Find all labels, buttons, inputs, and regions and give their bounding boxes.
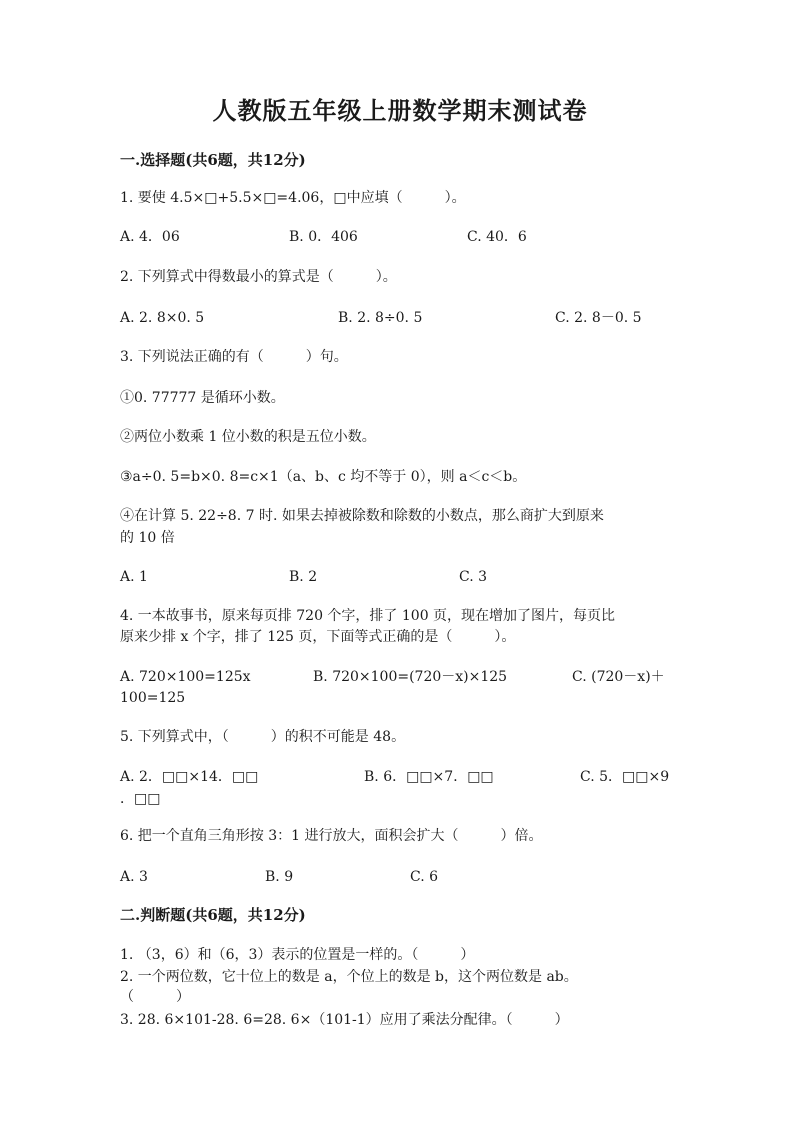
question-5-option-c-cont: ．□□ [120,791,161,807]
question-2-stem: 2. 下列算式中得数最小的算式是（ ）。 [120,269,397,285]
question-1-option-b[interactable]: B. 0．406 [289,229,358,245]
question-4-stem-line-2: 原来少排 x 个字，排了 125 页，下面等式正确的是（ ）。 [120,629,516,645]
section-heading-judge: 二.判断题(共6题，共12分) [120,906,306,924]
question-6-stem: 6. 把一个直角三角形按 3：1 进行放大，面积会扩大（ ）倍。 [120,828,543,844]
question-5-option-c[interactable]: C. 5．□□×9 [580,769,670,785]
question-1-option-a[interactable]: A. 4．06 [120,229,180,245]
question-4-option-a[interactable]: A. 720×100=125x [120,669,251,685]
question-4-option-c-cont: 100=125 [120,690,186,706]
question-5-option-b[interactable]: B. 6．□□×7．□□ [364,769,494,785]
question-6-option-a[interactable]: A. 3 [120,869,148,885]
judge-question-1: 1. （3，6）和（6，3）表示的位置是一样的。（ ） [120,947,475,963]
question-3-statement-4: ④在计算 5. 22÷8. 7 时. 如果去掉被除数和除数的小数点，那么商扩大到原来 [120,508,604,524]
judge-question-2-line-2: （ ） [120,989,190,1005]
question-3-statement-1: ①0. 77777 是循环小数。 [120,390,285,406]
question-5-option-a[interactable]: A. 2．□□×14．□□ [120,769,259,785]
judge-question-2-line-1: 2. 一个两位数，它十位上的数是 a，个位上的数是 b，这个两位数是 ab。 [120,969,578,985]
question-1-option-c[interactable]: C. 40．6 [467,229,527,245]
question-4-option-b[interactable]: B. 720×100=(720－x)×125 [313,669,508,685]
question-3-statement-4-cont: 的 10 倍 [120,530,175,546]
question-3-option-b[interactable]: B. 2 [289,569,318,585]
page-title: 人教版五年级上册数学期末测试卷 [212,96,588,125]
question-3-option-c[interactable]: C. 3 [459,569,488,585]
question-3-stem: 3. 下列说法正确的有（ ）句。 [120,349,348,365]
question-2-option-c[interactable]: C. 2. 8－0. 5 [555,310,642,326]
question-3-statement-3: ③a÷0. 5=b×0. 8=c×1（a、b、c 均不等于 0），则 a＜c＜b。 [120,469,527,485]
question-3-statement-2: ②两位小数乘 1 位小数的积是五位小数。 [120,429,376,445]
judge-question-3: 3. 28. 6×101-28. 6=28. 6×（101-1）应用了乘法分配律。（ ） [120,1012,569,1028]
question-4-stem-line-1: 4. 一本故事书，原来每页排 720 个字，排了 100 页，现在增加了图片，每页比 [120,608,616,624]
question-6-option-c[interactable]: C. 6 [410,869,439,885]
question-6-option-b[interactable]: B. 9 [265,869,294,885]
question-5-stem: 5. 下列算式中，（ ）的积不可能是 48。 [120,729,406,745]
question-2-option-a[interactable]: A. 2. 8×0. 5 [120,310,205,326]
question-4-option-c[interactable]: C. (720－x)＋ [572,669,665,685]
question-3-option-a[interactable]: A. 1 [120,569,148,585]
section-heading-choice: 一.选择题(共6题，共12分) [120,151,306,169]
question-2-option-b[interactable]: B. 2. 8÷0. 5 [338,310,423,326]
question-1-stem: 1. 要使 4.5×□+5.5×□=4.06，□中应填（ ）。 [120,190,466,206]
